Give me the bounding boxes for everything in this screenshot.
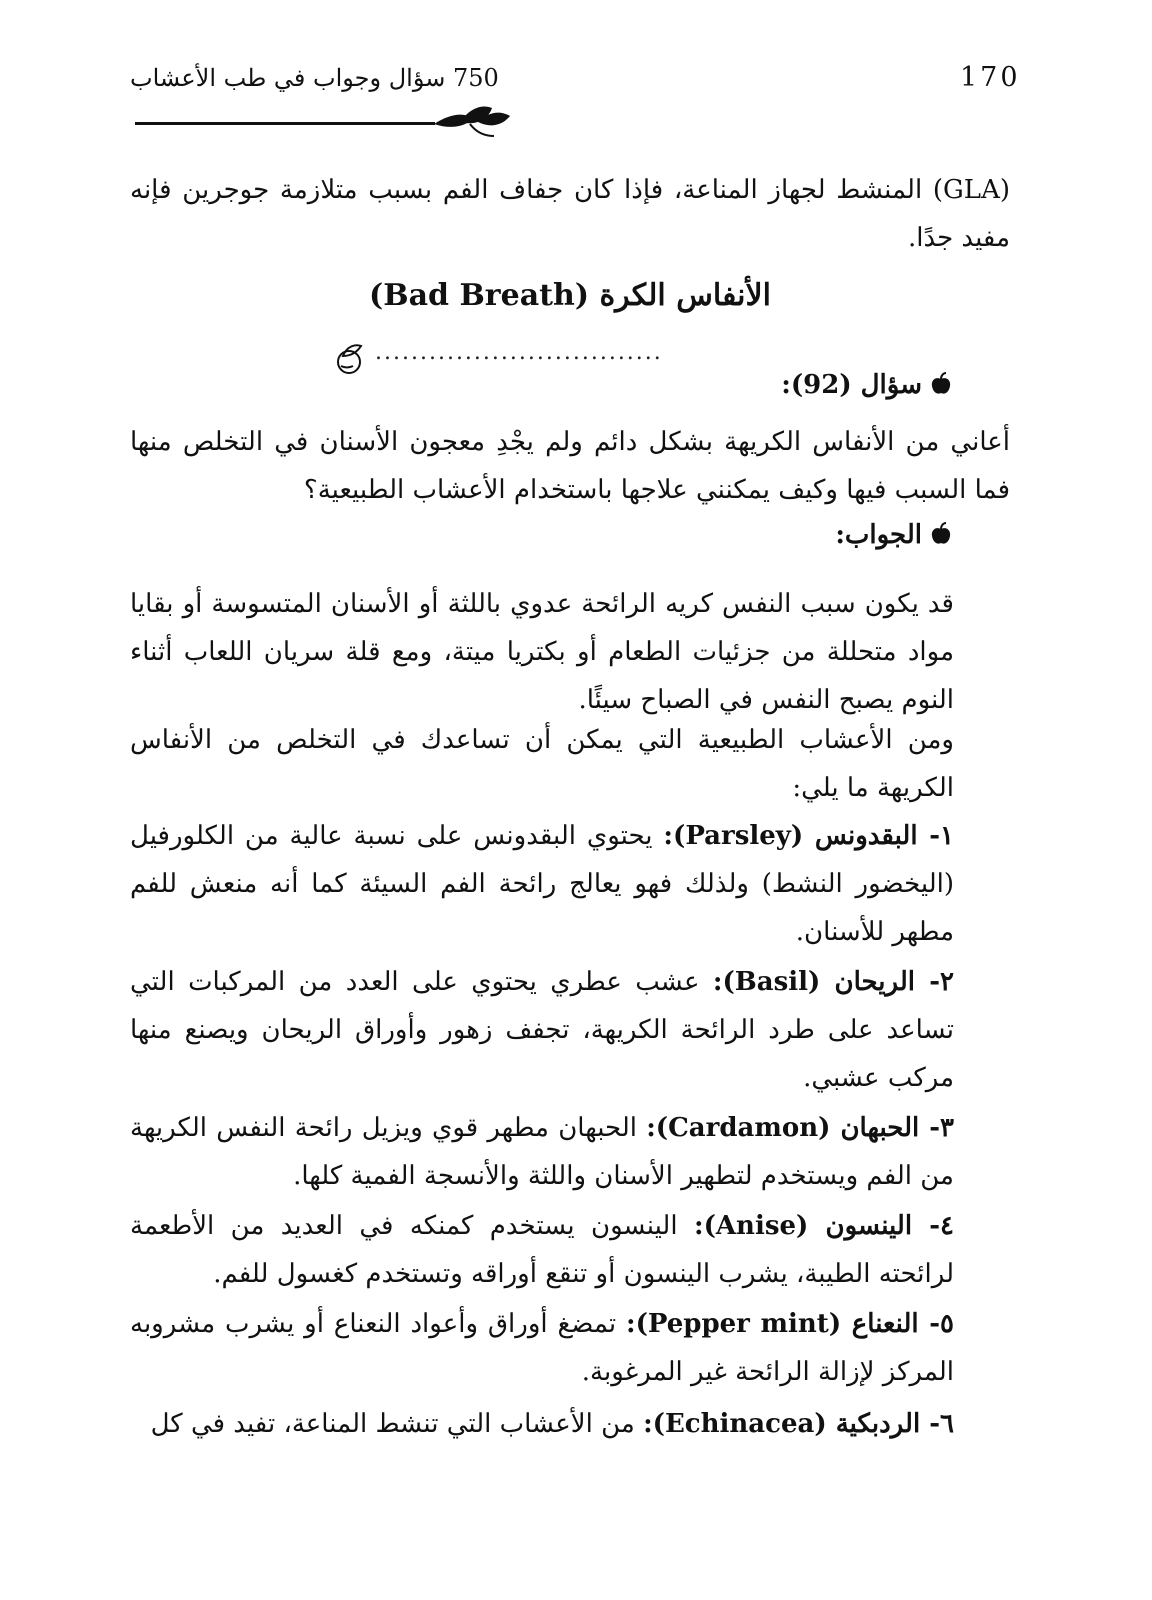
section-title: الأنفاس الكرة (Bad Breath) [369,278,771,313]
herb-item-cardamon [130,1104,1010,1200]
herb-item-term: ٦- الردبكية (Echinacea): [643,1409,954,1439]
intro-paragraph: (GLA) المنشط لجهاز المناعة، فإذا كان جفاف الفم بسبب متلازمة جوجرين فإنه مفيد جدًا. [130,175,1010,253]
page-header [130,60,1021,100]
divider-dots: ................................ [375,340,663,365]
book-title: 750 سؤال وجواب في طب الأعشاب [130,64,499,92]
herb-item-term: ٣- الحبهان (Cardamon): [646,1113,954,1143]
answer-label: الجواب: [835,520,922,550]
header-rule [135,122,435,125]
herb-item-term: ١- البقدونس (Parsley): [663,821,954,851]
herb-item-text: الينسون يستخدم كمنكه في العديد من الأطعمة لرائحته الطيبة، يشرب الينسون أو تنقع أوراقه وتستخدم كغسول للفم. [130,1211,954,1289]
herb-item-echinacea [130,1400,1010,1448]
question-text: أعاني من الأنفاس الكريهة بشكل دائم ولم يجْدِ معجون الأسنان في التخلص منها فما السبب فيها وكيف يمكنني علاجها باستخدام الأعشاب الطبيعية؟ [130,427,1010,505]
herb-item-parsley [130,812,1010,956]
apple-bullet-icon [930,522,952,546]
herbs-intro: ومن الأعشاب الطبيعية التي يمكن أن تساعدك في التخلص من الأنفاس الكريهة ما يلي: [130,725,954,803]
apple-bullet-icon [930,372,952,396]
section-divider [325,338,795,378]
herb-item-term: ٤- الينسون (Anise): [693,1211,954,1241]
answer-paragraph: قد يكون سبب النفس كريه الرائحة عدوي باللثة أو الأسنان المتسوسة أو بقايا مواد متحللة من جزئيات الطعام أو بكتريا ميتة، ومع قلة سريان اللعاب أثناء النوم يصبح النفس في الصباح سيئًا. [130,589,954,715]
herb-item-peppermint [130,1300,1010,1396]
herb-item-term: ٢- الريحان (Basil): [712,967,954,997]
herb-item-text: من الأعشاب التي تنشط المناعة، تفيد في كل [150,1409,635,1439]
herb-item-text: تمضغ أوراق وأعواد النعناع أو يشرب مشروبه المركز لإزالة الرائحة غير المرغوبة. [130,1309,954,1387]
herb-item-text: عشب عطري يحتوي على العدد من المركبات التي تساعد على طرد الرائحة الكريهة، تجفف زهور وأوراق الريحان ويصنع منها مركب عشبي. [130,967,954,1093]
page-number: 170 [960,62,1021,93]
herb-item-anise [130,1202,1010,1298]
herb-item-text: يحتوي البقدونس على نسبة عالية من الكلورفيل (اليخضور النشط) ولذلك فهو يعالج رائحة الفم السيئة كما أنه منعش للفم مطهر للأسنان. [130,821,954,947]
herb-item-basil [130,958,1010,1102]
answer-label-row [835,520,952,550]
leaf-ornament-icon [430,102,514,142]
question-label: سؤال (92): [781,370,922,400]
flower-ornament-icon [325,338,371,378]
herb-item-text: الحبهان مطهر قوي ويزيل رائحة النفس الكريهة من الفم ويستخدم لتطهير الأسنان واللثة والأنسجة الفمية كلها. [130,1113,954,1191]
question-label-row [781,370,952,400]
herb-item-term: ٥- النعناع (Pepper mint): [625,1309,954,1339]
